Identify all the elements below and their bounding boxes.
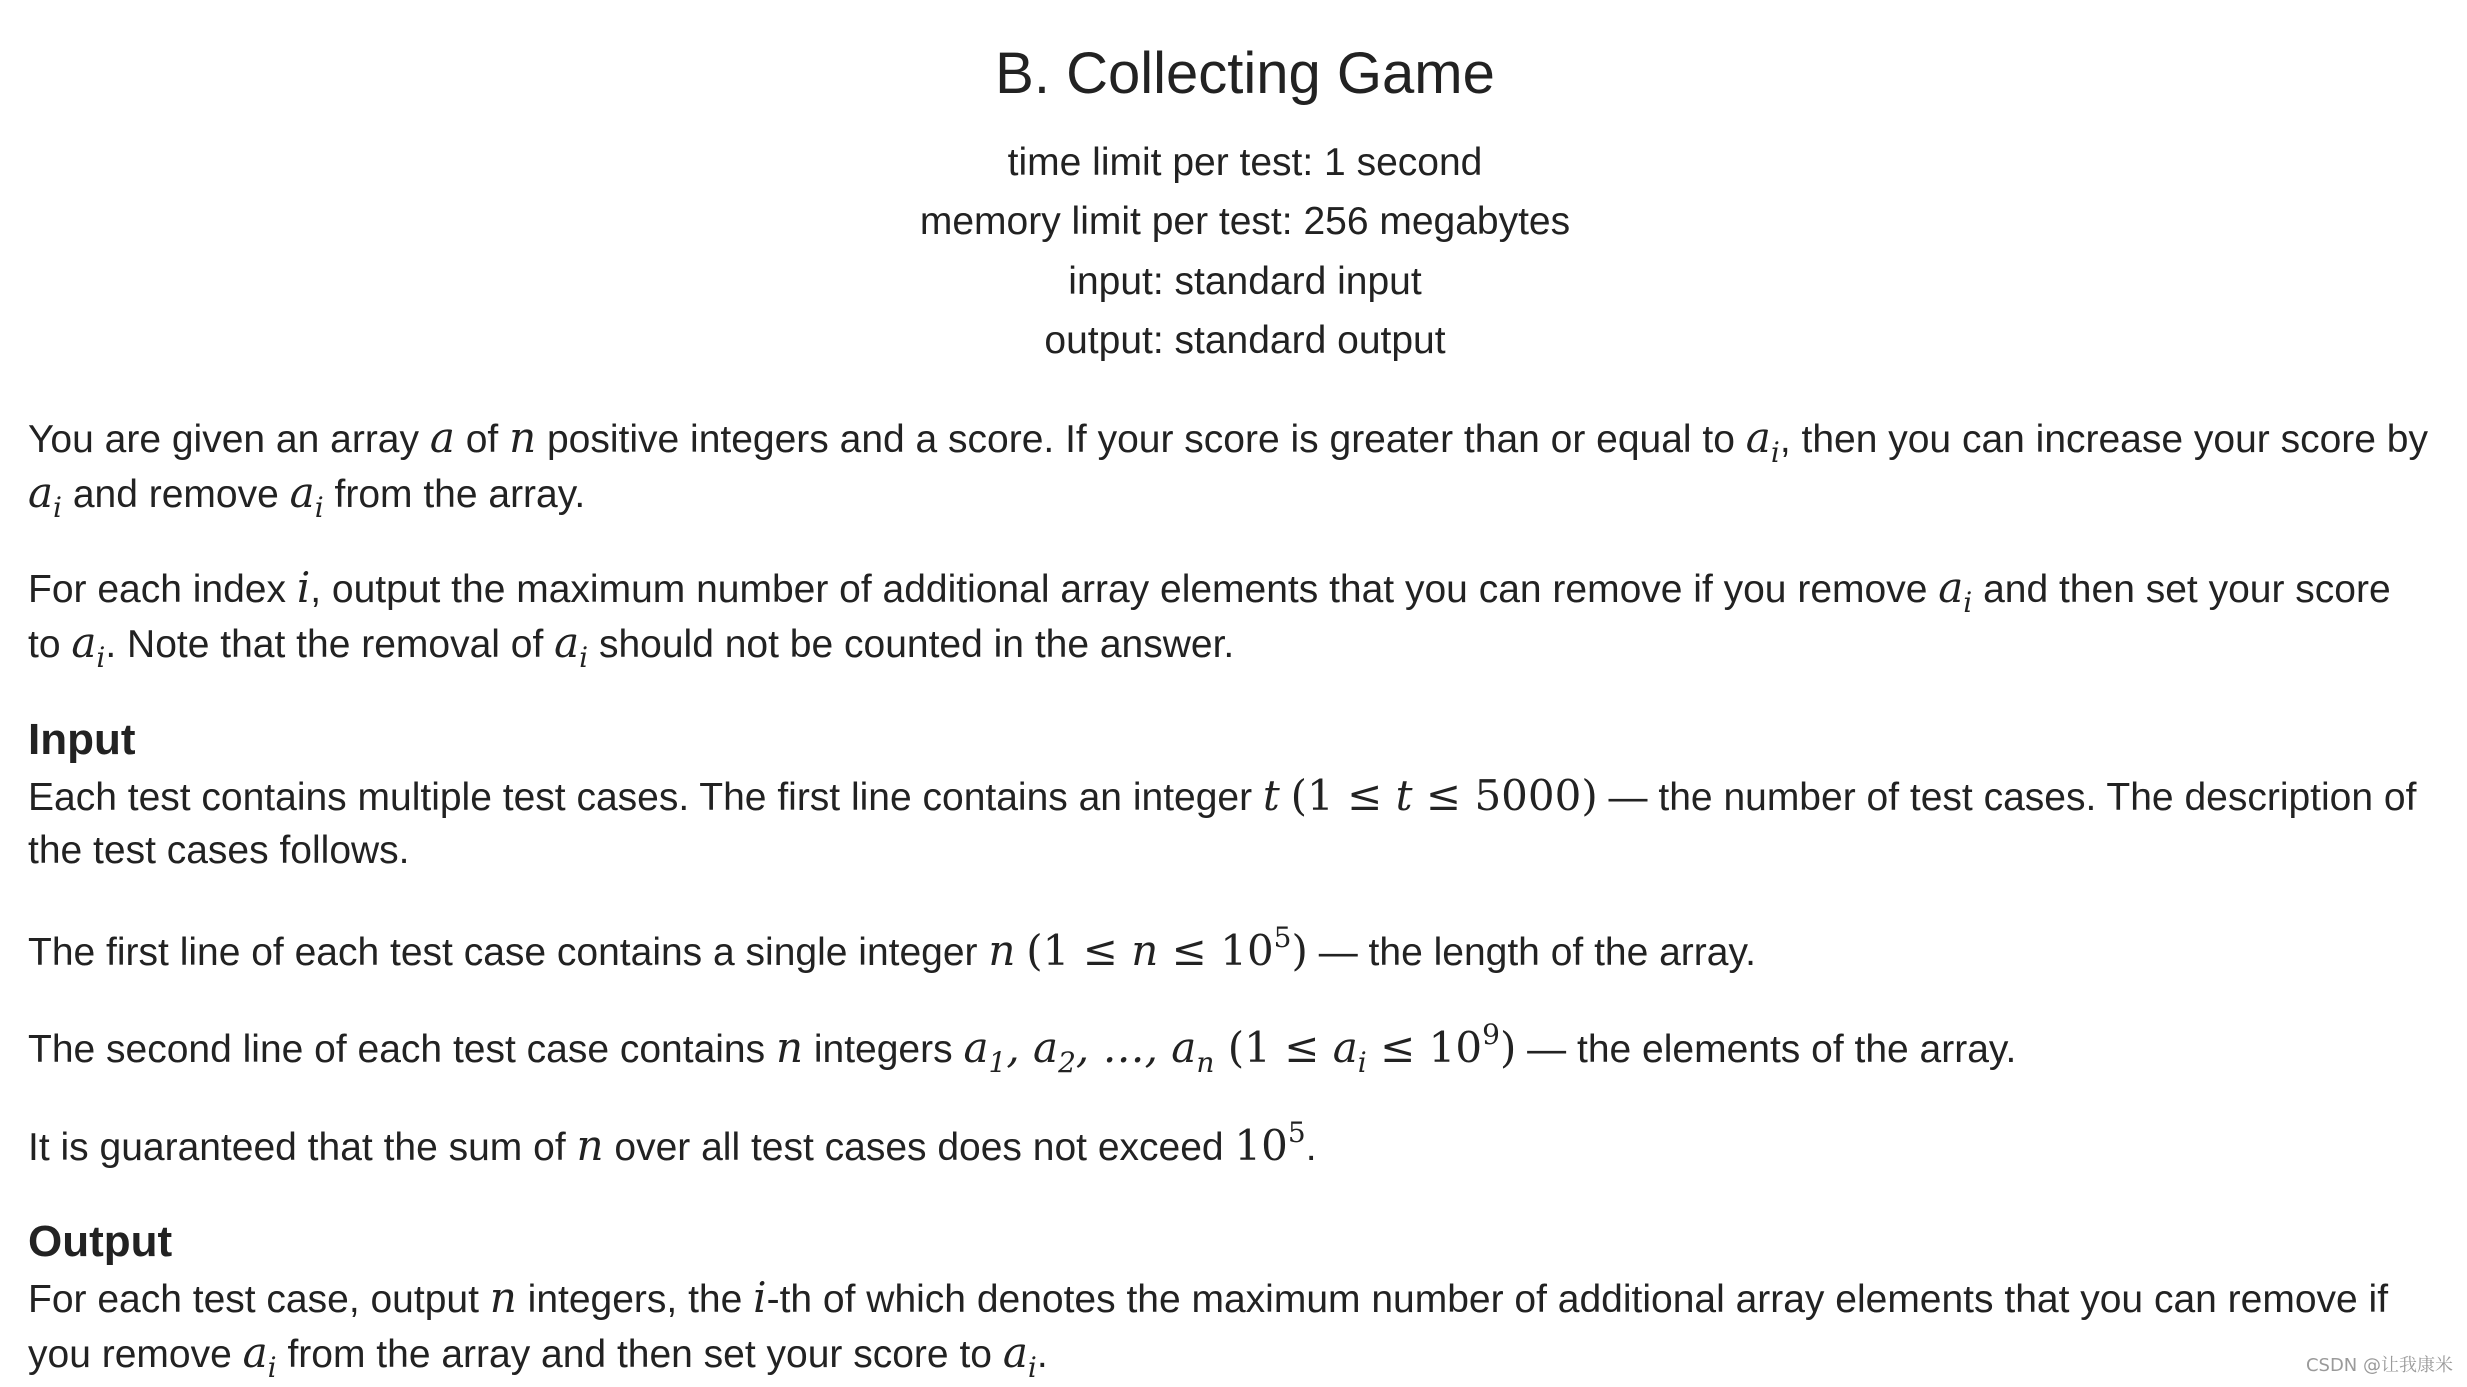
input-source: input: standard input	[1068, 260, 1422, 303]
input-line-4	[28, 1020, 2467, 1080]
text: . Note that the removal of	[105, 623, 555, 666]
math-a: a	[429, 413, 455, 462]
text: and remove	[62, 473, 290, 516]
math-n-range-exp: 5	[1273, 921, 1292, 954]
text: You are given an array	[28, 418, 430, 461]
math-ai: $a_i$	[28, 468, 63, 524]
text: — the elements of the array.	[1516, 1028, 2017, 1071]
text: you remove	[28, 1333, 243, 1376]
input-line-5	[28, 1118, 2467, 1178]
math-n-range-open: (1 ≤	[1026, 926, 1132, 975]
text: the test cases follows.	[28, 829, 410, 872]
text: For each index	[28, 568, 297, 611]
math-n: n	[988, 926, 1016, 975]
watermark: CSDN @让我康米	[2305, 1355, 2453, 1376]
text: For each test case, output	[28, 1278, 490, 1321]
math-seq: $a_1$, $a_2$, …, $a_n$	[963, 1023, 1215, 1079]
text: positive integers and a score. If your score is greater than or equal to	[536, 418, 1746, 461]
text: to	[28, 623, 72, 666]
input-line-1	[28, 768, 2467, 825]
math-ai: $a_i$	[1002, 1328, 1037, 1384]
text: -th of which denotes the maximum number of additional array elements that you can remove if	[766, 1278, 2389, 1321]
text: should not be counted in the answer.	[588, 623, 1235, 666]
text: .	[1036, 1333, 1048, 1376]
math-ai: $a_i$	[1332, 1023, 1367, 1079]
input-line-3	[28, 923, 2467, 983]
text: The second line of each test case contains	[28, 1028, 776, 1071]
text: and then set your score	[1972, 568, 2391, 611]
math-n: n	[509, 413, 537, 462]
math-i: i	[296, 563, 311, 612]
statement-line-2	[28, 465, 2467, 525]
math-a-range-open: (1 ≤	[1214, 1023, 1333, 1072]
math-n-range-close: )	[1291, 926, 1308, 975]
text: from the array and then set your score to	[276, 1333, 1003, 1376]
time-limit: time limit per test: 1 second	[1007, 141, 1483, 184]
text: .	[1305, 1126, 1317, 1169]
math-n: n	[576, 1121, 604, 1170]
input-heading: Input	[28, 715, 136, 764]
text: of	[454, 418, 510, 461]
output-line-2	[28, 1325, 2467, 1385]
math-t-range-open: (1 ≤	[1290, 771, 1396, 820]
math-n-range-mid: ≤ 10	[1158, 926, 1274, 975]
text: integers	[803, 1028, 964, 1071]
math-n: n	[1131, 926, 1159, 975]
text: — the length of the array.	[1307, 931, 1756, 974]
math-i: i	[753, 1273, 767, 1322]
math-n: n	[489, 1273, 517, 1322]
math-ai: $a_i$	[1938, 563, 1973, 619]
math-a-range-exp: 9	[1482, 1018, 1500, 1051]
statement-line-1	[28, 410, 2467, 470]
text: over all test cases does not exceed	[603, 1126, 1235, 1169]
input-line-2	[28, 823, 2467, 878]
math-n: n	[775, 1023, 804, 1072]
text: Each test contains multiple test cases. The first line contains an integer	[28, 776, 1263, 819]
math-a-range-mid: ≤ 10	[1366, 1023, 1483, 1072]
statement-line-3	[28, 560, 2467, 620]
text: from the array.	[323, 473, 586, 516]
math-sum-base: 10	[1234, 1121, 1288, 1170]
output-source: output: standard output	[1044, 319, 1446, 362]
math-ai: $a_i$	[71, 618, 106, 674]
math-sum-exp: 5	[1287, 1116, 1306, 1149]
text: It is guaranteed that the sum of	[28, 1126, 577, 1169]
memory-limit: memory limit per test: 256 megabytes	[919, 200, 1571, 243]
math-a-range-close: )	[1499, 1023, 1517, 1072]
text: , output the maximum number of additional array elements that you can remove if you remove	[310, 568, 1939, 611]
text: integers, the	[516, 1278, 754, 1321]
output-heading: Output	[28, 1217, 173, 1266]
output-line-1	[28, 1270, 2467, 1327]
math-t: t	[1262, 771, 1280, 820]
math-ai: $a_i$	[289, 468, 324, 524]
text: — the number of test cases. The description of	[1597, 776, 2417, 819]
math-ai: $a_i$	[242, 1328, 277, 1384]
math-ai: $a_i$	[554, 618, 589, 674]
math-t-range-close: ≤ 5000)	[1412, 771, 1598, 820]
statement-line-4	[28, 615, 2467, 675]
problem-title: B. Collecting Game	[995, 41, 1495, 106]
text: The first line of each test case contains a single integer	[28, 931, 989, 974]
math-ai: $a_i$	[1745, 413, 1780, 469]
math-t: t	[1395, 771, 1413, 820]
text: , then you can increase your score by	[1779, 418, 2428, 461]
